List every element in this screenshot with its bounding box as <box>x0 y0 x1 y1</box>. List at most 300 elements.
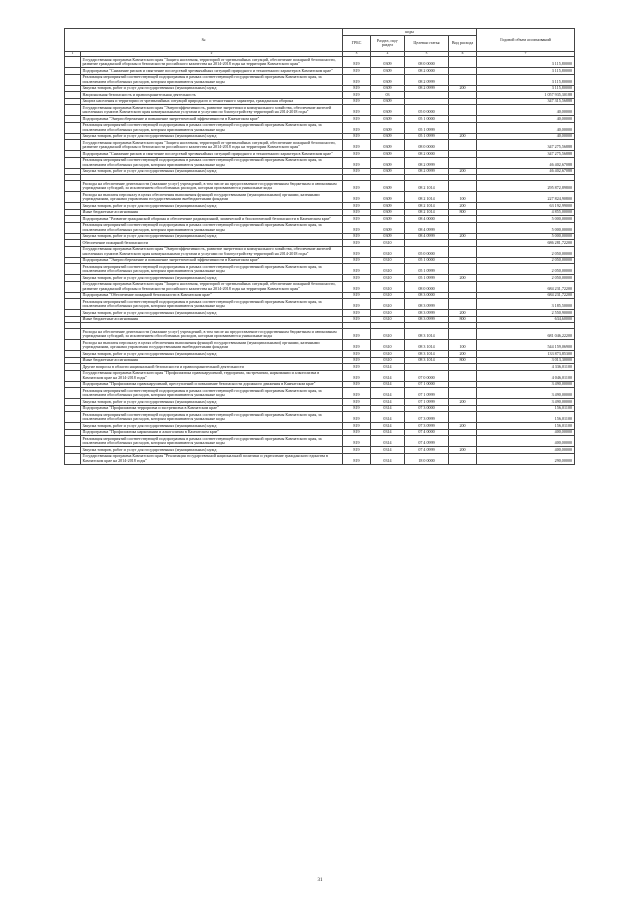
row-amount: 5 000,00000 <box>477 216 575 223</box>
index-cell: 6 <box>449 51 477 57</box>
row-amount: 544 159,06900 <box>477 340 575 351</box>
row-number-cell <box>65 181 81 192</box>
row-expense-type: 200 <box>449 203 477 210</box>
row-expense-type: 200 <box>449 275 477 282</box>
budget-table <box>64 28 575 465</box>
row-grbs-code: 819 <box>343 329 371 340</box>
row-target-article: 08 0 0000 <box>405 140 449 151</box>
row-number-cell <box>65 412 81 423</box>
header-razdel: Раздел, под-раздел <box>371 35 405 51</box>
table-row <box>65 181 575 192</box>
row-section-code: 0309 <box>371 68 405 75</box>
row-number-cell <box>65 57 81 68</box>
header-sum: Годовой объем ассигнований <box>477 29 575 52</box>
row-description: Государственная программа Камчатского края "Защита населения, территорий от чрезвычайных ситуаций, обеспечение пожарной безопасности, развитие гражданской обороны и безопасности российского казачества на 2014-2018 годы на территории Камчатского края" <box>81 57 343 68</box>
row-description: Государственная программа Камчатского края "Защита населения, территорий от чрезвычайных ситуаций, обеспечение пожарной безопасности, развитие гражданской обороны и безопасности российского казачества на 2014-2018 годы на территории Камчатского края" <box>81 140 343 151</box>
row-expense-type: 200 <box>449 447 477 454</box>
row-amount: 40,00000 <box>477 133 575 140</box>
row-amount: 3 490,00000 <box>477 399 575 406</box>
row-section-code: 0310 <box>371 310 405 317</box>
row-description: Подпрограмма "Обеспечение пожарной безопасности в Камчатском крае" <box>81 292 343 299</box>
row-amount: 133 873,85300 <box>477 351 575 358</box>
row-grbs-code: 819 <box>343 381 371 388</box>
row-amount: 3 115,80000 <box>477 85 575 92</box>
row-description: Государственная программа Камчатского края "Профилактика правонарушений, терроризма, экстремизма, наркомании и алкоголизма в Камчатском крае на 2014-2018 годы" <box>81 370 343 381</box>
row-grbs-code: 819 <box>343 85 371 92</box>
row-section-code: 0309 <box>371 216 405 223</box>
row-description: Расходы на выплаты персоналу в целях обеспечения выполнения функций государственными (муниципальными) органами, казенными учреждениями, органами управления государственными внебюджетными фондами <box>81 340 343 351</box>
row-grbs-code: 819 <box>343 233 371 240</box>
row-section-code: 0309 <box>371 57 405 68</box>
row-number-cell <box>65 140 81 151</box>
row-description: Государственная программа Камчатского края "Энергоэффективность, развитие энергетики и коммунального хозяйства, обеспечение жителей населенных пунктов Камчатского края коммунальными услугами и услугами по благоустройству территорий на 2014-2018 годы" <box>81 105 343 116</box>
table-row <box>65 453 575 464</box>
row-section-code: 0314 <box>371 429 405 436</box>
row-target-article: 05 1 0000 <box>405 116 449 123</box>
row-expense-type <box>449 453 477 464</box>
row-target-article: 05 1 0999 <box>405 133 449 140</box>
row-section-code: 0309 <box>371 122 405 133</box>
table-row <box>65 436 575 447</box>
row-target-article: 08 2 0999 <box>405 168 449 175</box>
row-section-code: 0310 <box>371 340 405 351</box>
row-target-article: 08 2 0000 <box>405 68 449 75</box>
row-section-code: 0309 <box>371 209 405 216</box>
row-expense-type <box>449 264 477 275</box>
row-grbs-code: 819 <box>343 405 371 412</box>
row-grbs-code: 819 <box>343 74 371 85</box>
row-grbs-code: 819 <box>343 92 371 99</box>
row-expense-type: 200 <box>449 85 477 92</box>
row-expense-type <box>449 246 477 257</box>
row-description: Подпрограмма "Снижение рисков и смягчение последствий чрезвычайных ситуаций природного и техногенного характера в Камчатском крае" <box>81 68 343 75</box>
row-number-cell <box>65 299 81 310</box>
row-target-article: 07 1 0999 <box>405 388 449 399</box>
row-section-code: 0314 <box>371 381 405 388</box>
row-grbs-code: 819 <box>343 436 371 447</box>
row-target-article: 08 2 0999 <box>405 74 449 85</box>
row-description: Закупка товаров, работ и услуг для государственных (муниципальных) нужд <box>81 168 343 175</box>
row-target-article: 07 1 0000 <box>405 381 449 388</box>
index-cell: 1 <box>65 51 81 57</box>
row-description: Закупка товаров, работ и услуг для государственных (муниципальных) нужд <box>81 423 343 430</box>
row-amount: 3 115,80000 <box>477 57 575 68</box>
row-section-code: 0314 <box>371 453 405 464</box>
row-grbs-code: 819 <box>343 292 371 299</box>
header-expense-type: Вид расхода <box>449 35 477 51</box>
table-row <box>65 281 575 292</box>
table-row <box>65 74 575 85</box>
row-number-cell <box>65 74 81 85</box>
row-expense-type: 800 <box>449 316 477 323</box>
row-section-code: 0309 <box>371 157 405 168</box>
row-target-article: 07 3 0000 <box>405 405 449 412</box>
row-description: Реализация мероприятий соответствующей подпрограммы в рамках соответствующей государственной программы Камчатского края, за исключением обособленных расходов, которым присваиваются уникальные коды <box>81 264 343 275</box>
row-grbs-code: 819 <box>343 105 371 116</box>
row-section-code: 0309 <box>371 140 405 151</box>
row-amount: 40,00000 <box>477 105 575 116</box>
row-expense-type <box>449 370 477 381</box>
document-page <box>64 28 574 465</box>
row-section-code: 0310 <box>371 257 405 264</box>
row-grbs-code: 819 <box>343 122 371 133</box>
row-amount: 290,00000 <box>477 453 575 464</box>
row-target-article: 05 1 0999 <box>405 275 449 282</box>
row-amount: 400,00000 <box>477 429 575 436</box>
row-amount: 156,01100 <box>477 405 575 412</box>
table-row <box>65 264 575 275</box>
row-expense-type <box>449 105 477 116</box>
row-grbs-code: 819 <box>343 310 371 317</box>
row-section-code: 0310 <box>371 275 405 282</box>
row-grbs-code: 819 <box>343 388 371 399</box>
row-description: Иные бюджетные ассигнования <box>81 316 343 323</box>
row-expense-type: 200 <box>449 168 477 175</box>
row-description: Расходы на обеспечение деятельности (оказание услуг) учреждений, в том числе на предоставление государственным бюджетным и автономным учреждениям субсидий, за исключением обособленных расходов, которым присваиваются уникальные коды <box>81 329 343 340</box>
row-expense-type <box>449 157 477 168</box>
row-amount: 684 231,72200 <box>477 281 575 292</box>
row-description: Реализация мероприятий соответствующей подпрограммы в рамках соответствующей государственной программы Камчатского края, за исключением обособленных расходов, которым присваиваются уникальные коды <box>81 222 343 233</box>
row-expense-type: 200 <box>449 399 477 406</box>
row-grbs-code: 819 <box>343 357 371 364</box>
row-expense-type: 800 <box>449 357 477 364</box>
row-grbs-code: 819 <box>343 364 371 371</box>
row-section-code: 0309 <box>371 181 405 192</box>
row-grbs-code: 819 <box>343 316 371 323</box>
page-number: 31 <box>317 878 323 883</box>
row-description: Реализация мероприятий соответствующей подпрограммы в рамках соответствующей государственной программы Камчатского края, за исключением обособленных расходов, которым присваиваются уникальные коды <box>81 74 343 85</box>
table-row <box>65 157 575 168</box>
row-expense-type <box>449 57 477 68</box>
row-grbs-code: 819 <box>343 429 371 436</box>
row-section-code: 0314 <box>371 436 405 447</box>
row-section-code: 0310 <box>371 246 405 257</box>
row-description: Подпрограмма "Энергосбережение и повышение энергетической эффективности в Камчатском крае" <box>81 116 343 123</box>
row-target-article: 08 2 1014 <box>405 209 449 216</box>
table-row <box>65 246 575 257</box>
row-description: Закупка товаров, работ и услуг для государственных (муниципальных) нужд <box>81 310 343 317</box>
table-row <box>65 122 575 133</box>
row-section-code: 0309 <box>371 133 405 140</box>
row-amount: 3 115,80000 <box>477 68 575 75</box>
row-grbs-code: 819 <box>343 299 371 310</box>
row-target-article: 05 1 0000 <box>405 257 449 264</box>
index-cell: 4 <box>371 51 405 57</box>
row-amount: 63 192,99000 <box>477 203 575 210</box>
row-description: Подпрограмма "Профилактика наркомании и алкоголизма в Камчатском крае" <box>81 429 343 436</box>
row-target-article: 05 0 0000 <box>405 105 449 116</box>
row-grbs-code: 819 <box>343 116 371 123</box>
row-grbs-code: 819 <box>343 453 371 464</box>
row-target-article: 08 3 1014 <box>405 329 449 340</box>
row-section-code: 0314 <box>371 364 405 371</box>
row-section-code: 03 <box>371 92 405 99</box>
row-amount: 5 000,00000 <box>477 222 575 233</box>
row-expense-type <box>449 122 477 133</box>
row-amount: 46 402,67088 <box>477 168 575 175</box>
row-grbs-code: 819 <box>343 57 371 68</box>
row-amount: 156,01100 <box>477 412 575 423</box>
row-section-code: 0310 <box>371 357 405 364</box>
row-target-article: 08 2 0000 <box>405 151 449 158</box>
row-number-cell <box>65 222 81 233</box>
row-description: Расходы на выплаты персоналу в целях обеспечения выполнения функций государственными (муниципальными) органами, казенными учреждениями, органами управления государственными внебюджетными фондами <box>81 192 343 203</box>
row-section-code: 0310 <box>371 240 405 247</box>
row-description: Иные бюджетные ассигнования <box>81 357 343 364</box>
row-description: Иные бюджетные ассигнования <box>81 209 343 216</box>
row-section-code: 0314 <box>371 412 405 423</box>
row-amount: 40,00000 <box>477 116 575 123</box>
row-description: Подпрограмма "Снижение рисков и смягчение последствий чрезвычайных ситуаций природного и техногенного характера в Камчатском крае" <box>81 151 343 158</box>
row-expense-type <box>449 436 477 447</box>
row-grbs-code: 819 <box>343 168 371 175</box>
row-amount: 5 000,00000 <box>477 233 575 240</box>
row-grbs-code: 819 <box>343 222 371 233</box>
row-target-article: 05 1 0999 <box>405 122 449 133</box>
row-grbs-code: 819 <box>343 209 371 216</box>
row-amount: 681 046,22200 <box>477 329 575 340</box>
row-target-article: 08 0 0000 <box>405 57 449 68</box>
row-section-code: 0309 <box>371 233 405 240</box>
table-row <box>65 370 575 381</box>
row-amount: 3 013,30000 <box>477 357 575 364</box>
row-expense-type <box>449 299 477 310</box>
row-description: Реализация мероприятий соответствующей подпрограммы в рамках соответствующей государственной программы Камчатского края, за исключением обособленных расходов, которым присваиваются уникальные коды <box>81 157 343 168</box>
index-cell: 5 <box>405 51 449 57</box>
row-amount: 46 402,67088 <box>477 157 575 168</box>
row-target-article: 08 2 1014 <box>405 192 449 203</box>
row-number-cell <box>65 329 81 340</box>
row-amount: 2 050,00000 <box>477 257 575 264</box>
row-amount: 4 855,00000 <box>477 209 575 216</box>
row-section-code: 0309 <box>371 105 405 116</box>
row-grbs-code: 819 <box>343 340 371 351</box>
row-expense-type <box>449 281 477 292</box>
row-description: Другие вопросы в области национальной безопасности и правоохранительной деятельности <box>81 364 343 371</box>
row-amount: 347 275,56888 <box>477 151 575 158</box>
row-section-code: 0309 <box>371 222 405 233</box>
row-description: Национальная безопасность и правоохранительная деятельность <box>81 92 343 99</box>
header-target-article: Целевая статья <box>405 35 449 51</box>
row-number-cell <box>65 388 81 399</box>
row-section-code: 0309 <box>371 192 405 203</box>
row-amount: 227 824,90800 <box>477 192 575 203</box>
row-target-article: 08 4 0999 <box>405 222 449 233</box>
row-target-article: 08 3 1014 <box>405 340 449 351</box>
table-row <box>65 140 575 151</box>
row-section-code: 0310 <box>371 292 405 299</box>
row-grbs-code: 819 <box>343 412 371 423</box>
row-grbs-code: 819 <box>343 370 371 381</box>
row-section-code: 0314 <box>371 370 405 381</box>
row-target-article: 08 2 0999 <box>405 85 449 92</box>
row-number-cell <box>65 436 81 447</box>
row-amount: 2 550,90000 <box>477 310 575 317</box>
row-description: Реализация мероприятий соответствующей подпрограммы в рамках соответствующей государственной программы Камчатского края, за исключением обособленных расходов, которым присваиваются уникальные коды <box>81 436 343 447</box>
row-expense-type: 200 <box>449 423 477 430</box>
row-target-article: 05 0 0000 <box>405 246 449 257</box>
table-row <box>65 57 575 68</box>
row-number-cell <box>65 105 81 116</box>
row-section-code: 0314 <box>371 447 405 454</box>
row-description: Государственная программа Камчатского края "Реализация государственной национальной политики и укрепление гражданского единства в Камчатском крае на 2014-2018 годы" <box>81 453 343 464</box>
row-amount: 347 275,56888 <box>477 140 575 151</box>
row-description: Реализация мероприятий соответствующей подпрограммы в рамках соответствующей государственной программы Камчатского края, за исключением обособленных расходов, которым присваиваются уникальные коды <box>81 388 343 399</box>
row-grbs-code: 819 <box>343 240 371 247</box>
header-number: № <box>65 29 343 52</box>
row-target-article: 08 0 0000 <box>405 281 449 292</box>
row-description: Государственная программа Камчатского края "Защита населения, территорий от чрезвычайных ситуаций, обеспечение пожарной безопасности, развитие гражданской обороны и безопасности российского казачества на 2014-2018 годы на территории Камчатского края" <box>81 281 343 292</box>
row-expense-type: 100 <box>449 192 477 203</box>
row-expense-type: 800 <box>449 209 477 216</box>
row-expense-type: 100 <box>449 340 477 351</box>
row-target-article: 07 4 0000 <box>405 429 449 436</box>
row-expense-type <box>449 388 477 399</box>
row-grbs-code: 819 <box>343 140 371 151</box>
row-number-cell <box>65 453 81 464</box>
index-cell: 7 <box>477 51 575 57</box>
row-grbs-code: 819 <box>343 275 371 282</box>
row-grbs-code: 819 <box>343 133 371 140</box>
row-description: Подпрограмма "Энергосбережение и повышение энергетической эффективности в Камчатском крае" <box>81 257 343 264</box>
table-row <box>65 192 575 203</box>
row-grbs-code: 819 <box>343 157 371 168</box>
row-description: Закупка товаров, работ и услуг для государственных (муниципальных) нужд <box>81 203 343 210</box>
row-section-code: 0309 <box>371 74 405 85</box>
row-grbs-code: 819 <box>343 181 371 192</box>
row-expense-type <box>449 74 477 85</box>
row-target-article: 08 3 0999 <box>405 299 449 310</box>
row-target-article: 07 3 0999 <box>405 423 449 430</box>
row-target-article: 08 2 1014 <box>405 203 449 210</box>
row-target-article: 08 3 1014 <box>405 357 449 364</box>
row-section-code: 0309 <box>371 151 405 158</box>
row-target-article: 08 4 0000 <box>405 216 449 223</box>
row-grbs-code: 819 <box>343 264 371 275</box>
row-amount: 400,00000 <box>477 447 575 454</box>
row-description: Закупка товаров, работ и услуг для государственных (муниципальных) нужд <box>81 133 343 140</box>
row-target-article: 18 0 0000 <box>405 453 449 464</box>
row-description: Подпрограмма "Развитие гражданской обороны и обеспечение радиационной, химической и биологической безопасности в Камчатском крае" <box>81 216 343 223</box>
row-target-article: 08 3 0999 <box>405 316 449 323</box>
row-description: Закупка товаров, работ и услуг для государственных (муниципальных) нужд <box>81 399 343 406</box>
row-amount: 4 046,01100 <box>477 370 575 381</box>
row-section-code: 0310 <box>371 281 405 292</box>
row-amount: 156,01100 <box>477 423 575 430</box>
row-description: Реализация мероприятий соответствующей подпрограммы в рамках соответствующей государственной программы Камчатского края, за исключением обособленных расходов, которым присваиваются уникальные коды <box>81 122 343 133</box>
row-description: Подпрограмма "Профилактика правонарушений, преступлений и повышение безопасности дорожного движения в Камчатском крае" <box>81 381 343 388</box>
table-row <box>65 340 575 351</box>
row-section-code: 0310 <box>371 329 405 340</box>
row-section-code: 0310 <box>371 299 405 310</box>
row-expense-type: 200 <box>449 351 477 358</box>
row-target-article: 08 2 0999 <box>405 157 449 168</box>
row-number-cell <box>65 264 81 275</box>
row-description: Государственная программа Камчатского края "Энергоэффективность, развитие энергетики и коммунального хозяйства, обеспечение жителей населенных пунктов Камчатского края коммунальными услугами и услугами по благоустройству территорий на 2014-2018 годы" <box>81 246 343 257</box>
header-grbs: ГРБС <box>343 35 371 51</box>
row-grbs-code: 819 <box>343 216 371 223</box>
row-target-article: 08 3 0000 <box>405 292 449 299</box>
row-number-cell <box>65 192 81 203</box>
row-grbs-code: 819 <box>343 423 371 430</box>
row-description: Подпрограмма "Профилактика терроризма и экстремизма в Камчатском крае" <box>81 405 343 412</box>
row-section-code: 0309 <box>371 98 405 105</box>
row-section-code: 0309 <box>371 203 405 210</box>
row-target-article: 05 1 0999 <box>405 264 449 275</box>
row-expense-type: 200 <box>449 133 477 140</box>
row-grbs-code: 819 <box>343 447 371 454</box>
table-row <box>65 105 575 116</box>
row-description: Расходы на обеспечение деятельности (оказание услуг) учреждений, в том числе на предоставление государственным бюджетным и автономным учреждениям субсидий, за исключением обособленных расходов, которым присваиваются уникальные коды <box>81 181 343 192</box>
row-number-cell <box>65 246 81 257</box>
row-grbs-code: 819 <box>343 203 371 210</box>
row-amount: 634,60000 <box>477 316 575 323</box>
row-amount: 2 050,00000 <box>477 275 575 282</box>
row-grbs-code: 819 <box>343 192 371 203</box>
row-target-article: 07 4 0999 <box>405 447 449 454</box>
header-codes: коды <box>343 29 477 36</box>
row-number-cell <box>65 281 81 292</box>
row-number-cell <box>65 340 81 351</box>
row-amount: 686 281,72200 <box>477 240 575 247</box>
row-expense-type <box>449 140 477 151</box>
row-description: Закупка товаров, работ и услуг для государственных (муниципальных) нужд <box>81 233 343 240</box>
table-row <box>65 412 575 423</box>
table-row <box>65 329 575 340</box>
row-expense-type <box>449 329 477 340</box>
row-section-code: 0314 <box>371 388 405 399</box>
row-grbs-code: 819 <box>343 351 371 358</box>
row-section-code: 0309 <box>371 85 405 92</box>
row-amount: 4 336,01100 <box>477 364 575 371</box>
row-grbs-code: 819 <box>343 98 371 105</box>
row-number-cell <box>65 122 81 133</box>
row-description: Защита населения и территории от чрезвычайных ситуаций природного и техногенного характера, гражданская оборона <box>81 98 343 105</box>
row-section-code: 0314 <box>371 399 405 406</box>
row-description: Реализация мероприятий соответствующей подпрограммы в рамках соответствующей государственной программы Камчатского края, за исключением обособленных расходов, которым присваиваются уникальные коды <box>81 299 343 310</box>
row-description: Закупка товаров, работ и услуг для государственных (муниципальных) нужд <box>81 351 343 358</box>
row-target-article: 07 0 0000 <box>405 370 449 381</box>
row-description: Реализация мероприятий соответствующей подпрограммы в рамках соответствующей государственной программы Камчатского края, за исключением обособленных расходов, которым присваиваются уникальные коды <box>81 412 343 423</box>
row-amount: 2 050,00000 <box>477 246 575 257</box>
row-amount: 295 872,89800 <box>477 181 575 192</box>
table-body <box>65 57 575 465</box>
row-grbs-code: 819 <box>343 151 371 158</box>
index-cell: 2 <box>81 51 343 57</box>
row-expense-type <box>449 412 477 423</box>
row-expense-type <box>449 222 477 233</box>
row-grbs-code: 819 <box>343 246 371 257</box>
row-section-code: 0310 <box>371 316 405 323</box>
row-amount: 684 231,72200 <box>477 292 575 299</box>
row-description: Закупка товаров, работ и услуг для государственных (муниципальных) нужд <box>81 275 343 282</box>
row-expense-type: 200 <box>449 233 477 240</box>
row-description: Закупка товаров, работ и услуг для государственных (муниципальных) нужд <box>81 447 343 454</box>
row-expense-type <box>449 181 477 192</box>
row-target-article: 07 3 0999 <box>405 412 449 423</box>
table-row <box>65 222 575 233</box>
row-section-code: 0314 <box>371 423 405 430</box>
row-number-cell <box>65 370 81 381</box>
row-amount: 3 115,80000 <box>477 74 575 85</box>
row-amount: 2 050,00000 <box>477 264 575 275</box>
row-grbs-code: 819 <box>343 68 371 75</box>
row-amount: 347 315,56888 <box>477 98 575 105</box>
row-section-code: 0309 <box>371 116 405 123</box>
row-grbs-code: 819 <box>343 399 371 406</box>
row-section-code: 0310 <box>371 351 405 358</box>
row-number-cell <box>65 157 81 168</box>
